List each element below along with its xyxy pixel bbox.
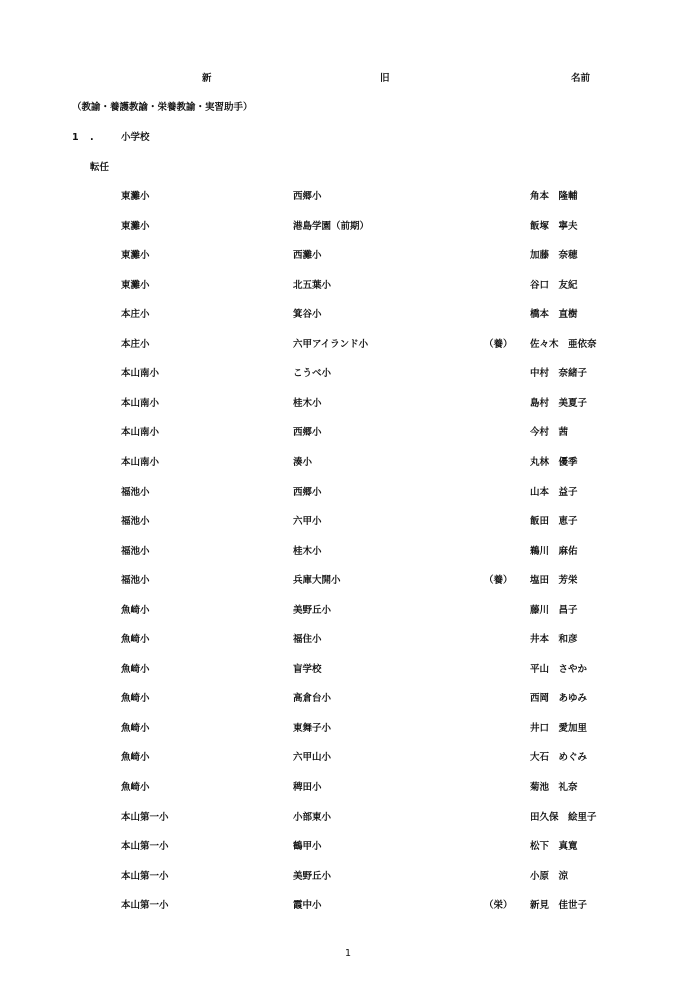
old-school: こうべ小 bbox=[293, 368, 332, 379]
person-name: 平山 さやか bbox=[530, 664, 588, 675]
person-name: 中村 奈緒子 bbox=[530, 368, 588, 379]
new-school: 福池小 bbox=[121, 516, 150, 527]
person-name: 山本 益子 bbox=[530, 487, 578, 498]
old-school: 西郷小 bbox=[293, 487, 322, 498]
list-item bbox=[0, 280, 700, 294]
new-school: 魚崎小 bbox=[121, 664, 150, 675]
person-name: 角本 隆輔 bbox=[530, 191, 578, 202]
person-name: 新見 佳世子 bbox=[530, 900, 588, 911]
old-school: 六甲小 bbox=[293, 516, 322, 527]
old-school: 小部東小 bbox=[293, 812, 332, 823]
old-school: 桂木小 bbox=[293, 546, 322, 557]
list-item bbox=[0, 605, 700, 619]
person-name: 今村 茜 bbox=[530, 427, 569, 438]
new-school: 本山第一小 bbox=[121, 812, 169, 823]
new-school: 魚崎小 bbox=[121, 605, 150, 616]
person-name: 飯塚 寧夫 bbox=[530, 221, 578, 232]
new-school: 魚崎小 bbox=[121, 634, 150, 645]
old-school: 六甲アイランド小 bbox=[293, 339, 369, 350]
new-school: 魚崎小 bbox=[121, 693, 150, 704]
new-school: 本庄小 bbox=[121, 309, 150, 320]
list-item bbox=[0, 250, 700, 264]
list-item bbox=[0, 841, 700, 855]
old-school: 鶴甲小 bbox=[293, 841, 322, 852]
section-number-dot: . bbox=[90, 132, 94, 143]
new-school: 東灘小 bbox=[121, 191, 150, 202]
new-school: 魚崎小 bbox=[121, 723, 150, 734]
list-item bbox=[0, 487, 700, 501]
person-name: 西岡 あゆみ bbox=[530, 693, 588, 704]
old-school: 稗田小 bbox=[293, 782, 322, 793]
person-name: 塩田 芳栄 bbox=[530, 575, 578, 586]
person-name: 大石 めぐみ bbox=[530, 752, 588, 763]
person-name: 小原 涼 bbox=[530, 871, 569, 882]
old-school: 箕谷小 bbox=[293, 309, 322, 320]
page-number: 1 bbox=[345, 948, 352, 959]
old-school: 西郷小 bbox=[293, 191, 322, 202]
person-name: 丸林 優季 bbox=[530, 457, 578, 468]
new-school: 魚崎小 bbox=[121, 782, 150, 793]
list-item bbox=[0, 752, 700, 766]
new-school: 本山南小 bbox=[121, 368, 160, 379]
person-name: 島村 美夏子 bbox=[530, 398, 588, 409]
list-item bbox=[0, 191, 700, 205]
subsection-title: 転任 bbox=[90, 162, 110, 173]
list-item bbox=[0, 693, 700, 707]
list-item bbox=[0, 398, 700, 412]
old-school: 高倉台小 bbox=[293, 693, 332, 704]
list-item bbox=[0, 457, 700, 471]
new-school: 福池小 bbox=[121, 575, 150, 586]
list-item bbox=[0, 368, 700, 382]
old-school: 桂木小 bbox=[293, 398, 322, 409]
old-school: 六甲山小 bbox=[293, 752, 332, 763]
person-name: 井本 和彦 bbox=[530, 634, 578, 645]
list-item bbox=[0, 427, 700, 441]
new-school: 本山南小 bbox=[121, 427, 160, 438]
person-name: 佐々木 亜依奈 bbox=[530, 339, 597, 350]
list-item bbox=[0, 723, 700, 737]
list-item bbox=[0, 339, 700, 353]
person-name: 谷口 友紀 bbox=[530, 280, 578, 291]
list-item bbox=[0, 871, 700, 885]
list-item bbox=[0, 546, 700, 560]
column-header-new: 新 bbox=[202, 73, 212, 84]
old-school: 湊小 bbox=[293, 457, 313, 468]
list-item bbox=[0, 900, 700, 914]
column-header-old: 旧 bbox=[380, 73, 390, 84]
list-item bbox=[0, 812, 700, 826]
person-name: 橋本 直樹 bbox=[530, 309, 578, 320]
old-school: 兵庫大開小 bbox=[293, 575, 341, 586]
old-school: 盲学校 bbox=[293, 664, 322, 675]
old-school: 美野丘小 bbox=[293, 871, 332, 882]
old-school: 美野丘小 bbox=[293, 605, 332, 616]
new-school: 福池小 bbox=[121, 487, 150, 498]
new-school: 本山第一小 bbox=[121, 871, 169, 882]
new-school: 本山南小 bbox=[121, 457, 160, 468]
person-name: 井口 愛加里 bbox=[530, 723, 588, 734]
person-name: 田久保 絵里子 bbox=[530, 812, 597, 823]
list-item bbox=[0, 664, 700, 678]
new-school: 本山第一小 bbox=[121, 841, 169, 852]
person-name: 鵜川 麻佑 bbox=[530, 546, 578, 557]
person-name: 菊池 礼奈 bbox=[530, 782, 578, 793]
old-school: 西郷小 bbox=[293, 427, 322, 438]
old-school: 福住小 bbox=[293, 634, 322, 645]
person-name: 加藤 奈穂 bbox=[530, 250, 578, 261]
new-school: 本山南小 bbox=[121, 398, 160, 409]
new-school: 本庄小 bbox=[121, 339, 150, 350]
list-item bbox=[0, 516, 700, 530]
old-school: 東舞子小 bbox=[293, 723, 332, 734]
old-school: 霞中小 bbox=[293, 900, 322, 911]
role-tag: （養） bbox=[484, 339, 513, 350]
old-school: 北五葉小 bbox=[293, 280, 332, 291]
role-tag: （栄） bbox=[484, 900, 513, 911]
new-school: 東灘小 bbox=[121, 280, 150, 291]
person-name: 飯田 恵子 bbox=[530, 516, 578, 527]
new-school: 本山第一小 bbox=[121, 900, 169, 911]
list-item bbox=[0, 221, 700, 235]
staff-category: （教諭・養護教諭・栄養教諭・実習助手） bbox=[72, 102, 253, 113]
column-header-name: 名前 bbox=[571, 73, 591, 84]
new-school: 東灘小 bbox=[121, 250, 150, 261]
list-item bbox=[0, 575, 700, 589]
section-number: 1 bbox=[72, 132, 79, 143]
old-school: 港島学園（前期） bbox=[293, 221, 370, 232]
role-tag: （養） bbox=[484, 575, 513, 586]
new-school: 福池小 bbox=[121, 546, 150, 557]
new-school: 魚崎小 bbox=[121, 752, 150, 763]
person-name: 松下 真寛 bbox=[530, 841, 578, 852]
person-name: 藤川 昌子 bbox=[530, 605, 578, 616]
list-item bbox=[0, 782, 700, 796]
new-school: 東灘小 bbox=[121, 221, 150, 232]
section-title: 小学校 bbox=[121, 132, 150, 143]
list-item bbox=[0, 634, 700, 648]
list-item bbox=[0, 309, 700, 323]
old-school: 西灘小 bbox=[293, 250, 322, 261]
